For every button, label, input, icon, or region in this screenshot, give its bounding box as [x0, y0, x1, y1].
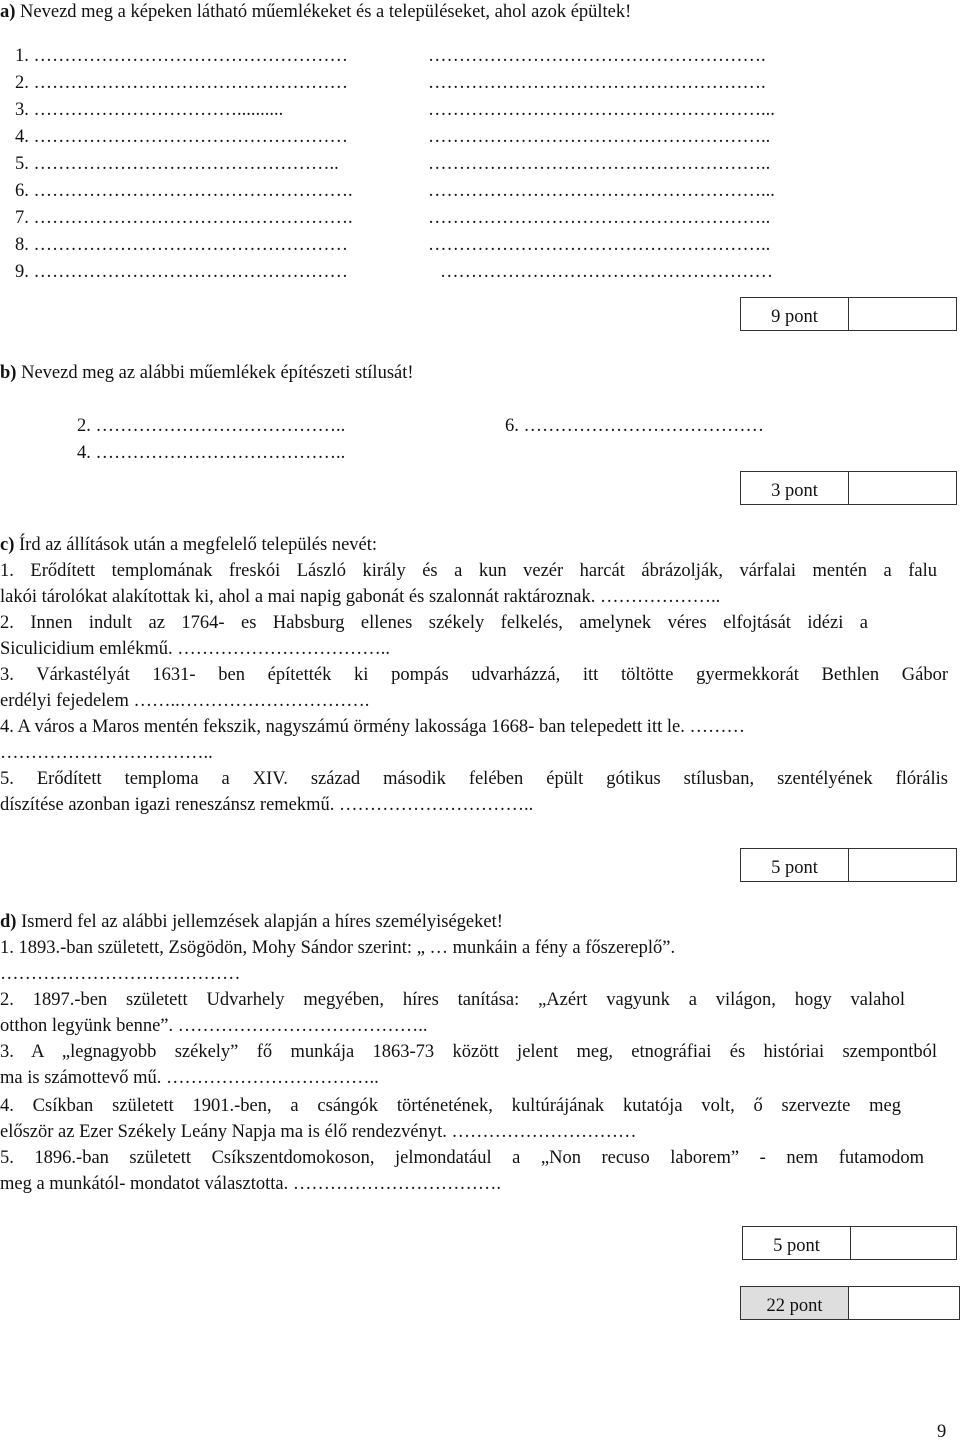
- list-item: 8. ……………………………………………: [15, 235, 348, 255]
- statement-line: 1. Erődített templomának freskói László király és a kun vezér harcát ábrázolják, várfalai mentén a falu: [0, 561, 937, 581]
- score-input[interactable]: [849, 849, 956, 881]
- statement-line: ……………………………..: [0, 743, 213, 763]
- statement-line: 5. Erődített temploma a XIV. század második felében épült gótikus stílusban, szentélyének flórális: [0, 769, 948, 789]
- answer-line[interactable]: …………………………………..: [95, 443, 346, 463]
- answer-line[interactable]: ………………………………………………..: [428, 235, 771, 255]
- answer-line[interactable]: ……………………………………………….: [428, 73, 766, 93]
- score-box-a: [740, 297, 957, 331]
- description-line: otthon legyünk benne”. …………………………………..: [0, 1016, 428, 1036]
- score-input[interactable]: [849, 298, 956, 330]
- section-a-heading: a) Nevezd meg a képeken látható műemlékeket és a településeket, ahol azok épültek!: [0, 2, 632, 22]
- description-line: 1. 1893.-ban született, Zsögödön, Mohy Sándor szerint: „ … munkáin a fény a főszereplő”.: [0, 938, 676, 958]
- description-line: 3. A „legnagyobb székely” fő munkája 1863-73 között jelent meg, etnográfiai és históriai szempontból: [0, 1042, 937, 1062]
- page-number: 9: [937, 1422, 947, 1442]
- total-score-box: [740, 1286, 960, 1320]
- answer-line[interactable]: ……………………………………………….: [428, 46, 766, 66]
- section-b-heading: b) Nevezd meg az alábbi műemlékek építészeti stílusát!: [0, 363, 414, 383]
- list-item: 3. ……………………………..........: [15, 100, 284, 120]
- score-input[interactable]: [851, 1227, 956, 1259]
- list-item: 6. …………………………………: [505, 416, 764, 436]
- total-score-input[interactable]: [849, 1287, 959, 1319]
- score-label: 5 pont: [743, 1227, 851, 1259]
- description-line: 4. Csíkban született 1901.-ben, a csángók történetének, kultúrájának kutatója volt, ő szervezte meg: [0, 1096, 901, 1116]
- list-item: 6. …………………………………………….: [15, 181, 353, 201]
- list-item: 2. ……………………………………………: [15, 73, 348, 93]
- description-line: ma is számottevő mű. ……………………………..: [0, 1068, 379, 1088]
- list-item: 4. …………………………………..: [77, 443, 346, 463]
- score-label: 3 pont: [741, 472, 849, 504]
- list-item: 2. …………………………………..: [77, 416, 346, 436]
- score-box-d: [742, 1226, 957, 1260]
- statement-line: 2. Innen indult az 1764- es Habsburg ellenes székely felkelés, amelynek véres elfojtását idézi a: [0, 613, 868, 633]
- answer-line[interactable]: …………………………………: [523, 416, 764, 436]
- answer-line[interactable]: ………………………………………………..: [428, 127, 771, 147]
- list-item: 1. ……………………………………………: [15, 46, 348, 66]
- score-label: 9 pont: [741, 298, 849, 330]
- answer-line[interactable]: …………………………………..: [95, 416, 346, 436]
- score-box-b: [740, 471, 957, 505]
- statement-line: díszítése azonban igazi reneszánsz remekmű. …………………………..: [0, 795, 534, 815]
- statement-line: 4. A város a Maros mentén fekszik, nagyszámú örmény lakossága 1668- ban telepedett itt le. ………: [0, 717, 745, 737]
- answer-line[interactable]: ………………………………………………...: [428, 181, 775, 201]
- list-item: 4. ……………………………………………: [15, 127, 348, 147]
- list-item: 9. ……………………………………………: [15, 262, 348, 282]
- statement-line: Siculicidium emlékmű. ……………………………..: [0, 639, 391, 659]
- total-score-label: 22 pont: [741, 1287, 849, 1319]
- statement-line: erdélyi fejedelem ……..………………………….: [0, 691, 370, 711]
- list-item: 5. …………………………………………..: [15, 154, 339, 174]
- answer-line[interactable]: ………………………………………………...: [428, 100, 775, 120]
- statement-line: 3. Várkastélyát 1631- ben építették ki pompás udvarházzá, itt töltötte gyermekkorát Bethlen Gábor: [0, 665, 948, 685]
- list-item: 7. …………………………………………….: [15, 208, 353, 228]
- score-input[interactable]: [849, 472, 956, 504]
- section-c-heading: c) Írd az állítások után a megfelelő település nevét:: [0, 535, 378, 555]
- answer-line[interactable]: ………………………………………………..: [428, 154, 771, 174]
- score-label: 5 pont: [741, 849, 849, 881]
- description-line: …………………………………: [0, 964, 241, 984]
- answer-line[interactable]: ………………………………………………..: [428, 208, 771, 228]
- description-line: meg a munkától- mondatot választotta. …………………………….: [0, 1174, 501, 1194]
- statement-line: lakói tárolókat alakítottak ki, ahol a mai napig gabonát és szalonnát raktároznak. ………………..: [0, 587, 721, 607]
- description-line: 5. 1896.-ban született Csíkszentdomokoson, jelmondatául a „Non recuso laborem” - nem futamodom: [0, 1148, 924, 1168]
- score-box-c: [740, 848, 957, 882]
- section-d-heading: d) Ismerd fel az alábbi jellemzések alapján a híres személyiségeket!: [0, 912, 503, 932]
- description-line: 2. 1897.-ben született Udvarhely megyében, híres tanítása: „Azért vagyunk a világon, hogy valahol: [0, 990, 905, 1010]
- answer-line[interactable]: ………………………………………………: [440, 262, 773, 282]
- description-line: először az Ezer Székely Leány Napja ma is élő rendezvényt. …………………………: [0, 1122, 637, 1142]
